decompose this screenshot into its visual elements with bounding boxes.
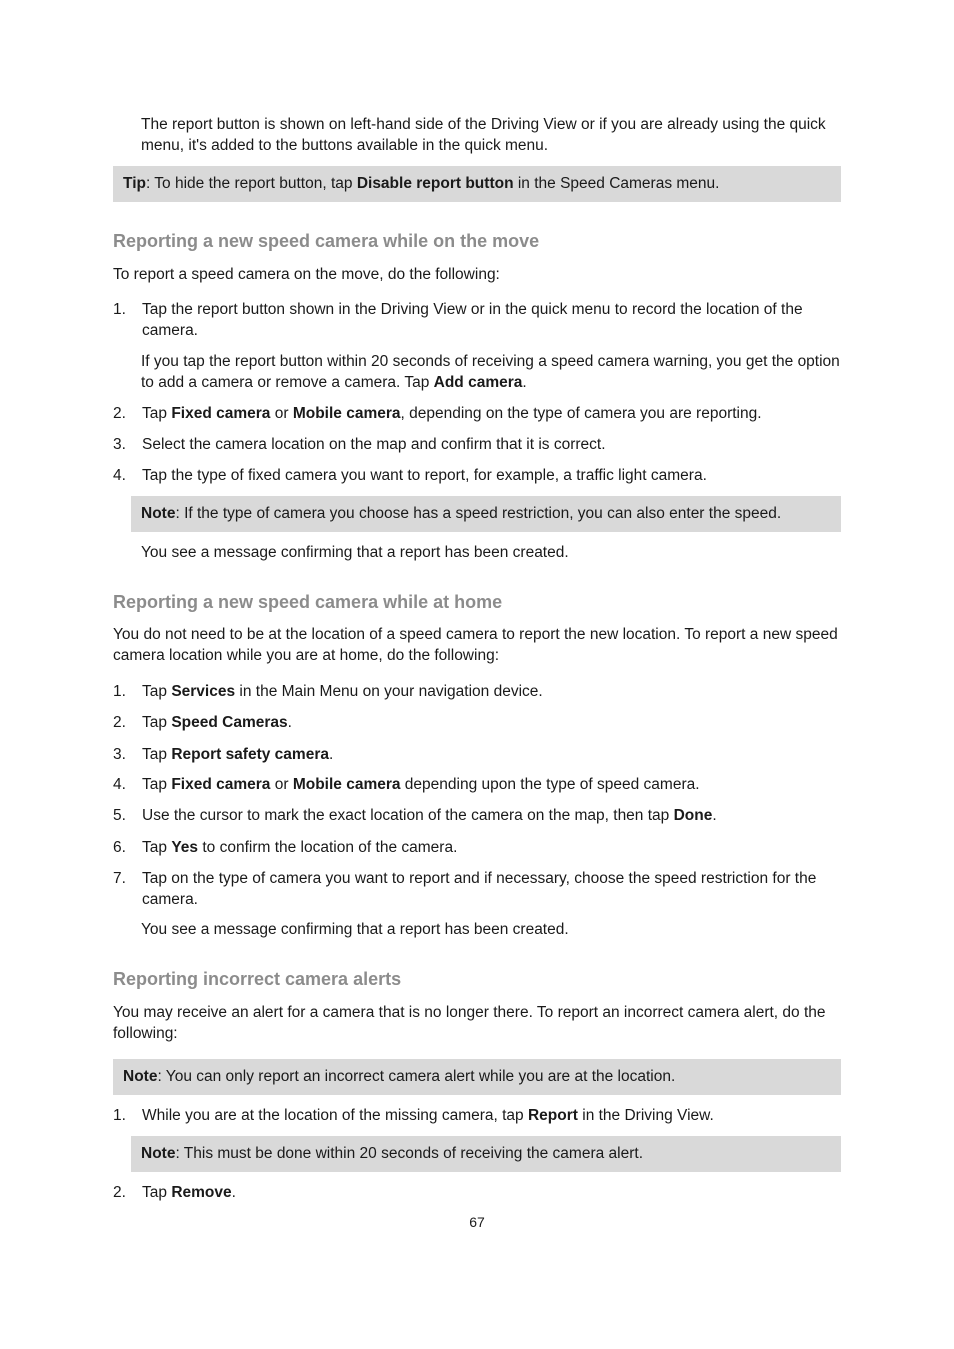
step-number: 3. (113, 436, 126, 453)
list-item: Use the cursor to mark the exact location of the camera on the map, then tap Done. (142, 807, 717, 824)
list-item: Tap Speed Cameras. (142, 714, 292, 731)
step-number: 5. (113, 807, 126, 824)
step-number: 2. (113, 1184, 126, 1201)
list-item: Tap Report safety camera. (142, 746, 334, 763)
list-item: Select the camera location on the map and confirm that it is correct. (142, 436, 606, 453)
note-box: Note: This must be done within 20 seconds of receiving the camera alert. (131, 1136, 841, 1172)
section-heading-at-home: Reporting a new speed camera while at home (113, 592, 503, 612)
tip-label: Tip (123, 175, 146, 192)
list-item: Tap on the type of camera you want to report and if necessary, choose the speed restriction for the camera. (142, 870, 817, 908)
section2-lead: You do not need to be at the location of a speed camera to report the new location. To report a new speed camera location while you are at home, do the following: (113, 626, 838, 664)
section-heading-on-the-move: Reporting a new speed camera while on the move (113, 231, 540, 251)
list-item: Tap the report button shown in the Driving View or in the quick menu to record the location of the camera. (142, 301, 803, 339)
step-number: 3. (113, 746, 126, 763)
note-box: Note: You can only report an incorrect camera alert while you are at the location. (113, 1059, 841, 1095)
confirmation-text: You see a message confirming that a report has been created. (141, 544, 569, 561)
intro-paragraph: The report button is shown on left-hand side of the Driving View or if you are already using the quick menu, it's added to the buttons available in the quick menu. (141, 116, 826, 154)
step-number: 1. (113, 1107, 126, 1124)
list-item-detail: If you tap the report button within 20 seconds of receiving a speed camera warning, you get the option to add a camera or remove a camera. Tap Add camera. (141, 353, 840, 391)
tip-box: Tip: To hide the report button, tap Disable report button in the Speed Cameras menu. (113, 166, 841, 202)
note-label: Note (141, 505, 176, 522)
list-item: Tap Yes to confirm the location of the camera. (142, 839, 458, 856)
step-number: 4. (113, 467, 126, 484)
note-label: Note (123, 1068, 158, 1085)
step-number: 1. (113, 301, 126, 318)
list-item: Tap the type of fixed camera you want to report, for example, a traffic light camera. (142, 467, 707, 484)
page-number: 67 (469, 1214, 485, 1230)
section1-lead: To report a speed camera on the move, do the following: (113, 266, 500, 283)
step-number: 7. (113, 870, 126, 887)
step-number: 1. (113, 683, 126, 700)
note-label: Note (141, 1145, 176, 1162)
step-number: 6. (113, 839, 126, 856)
step-number: 2. (113, 714, 126, 731)
section-heading-incorrect-alerts: Reporting incorrect camera alerts (113, 969, 402, 989)
step-number: 4. (113, 776, 126, 793)
list-item: Tap Fixed camera or Mobile camera depending upon the type of speed camera. (142, 776, 700, 793)
list-item: Tap Remove. (142, 1184, 236, 1201)
list-item: Tap Services in the Main Menu on your navigation device. (142, 683, 543, 700)
list-item: Tap Fixed camera or Mobile camera, depending on the type of camera you are reporting. (142, 405, 762, 422)
confirmation-text: You see a message confirming that a report has been created. (141, 921, 569, 938)
note-box: Note: If the type of camera you choose has a speed restriction, you can also enter the speed. (131, 496, 841, 532)
step-number: 2. (113, 405, 126, 422)
section3-lead: You may receive an alert for a camera that is no longer there. To report an incorrect camera alert, do the following: (113, 1004, 826, 1042)
list-item: While you are at the location of the missing camera, tap Report in the Driving View. (142, 1107, 714, 1124)
